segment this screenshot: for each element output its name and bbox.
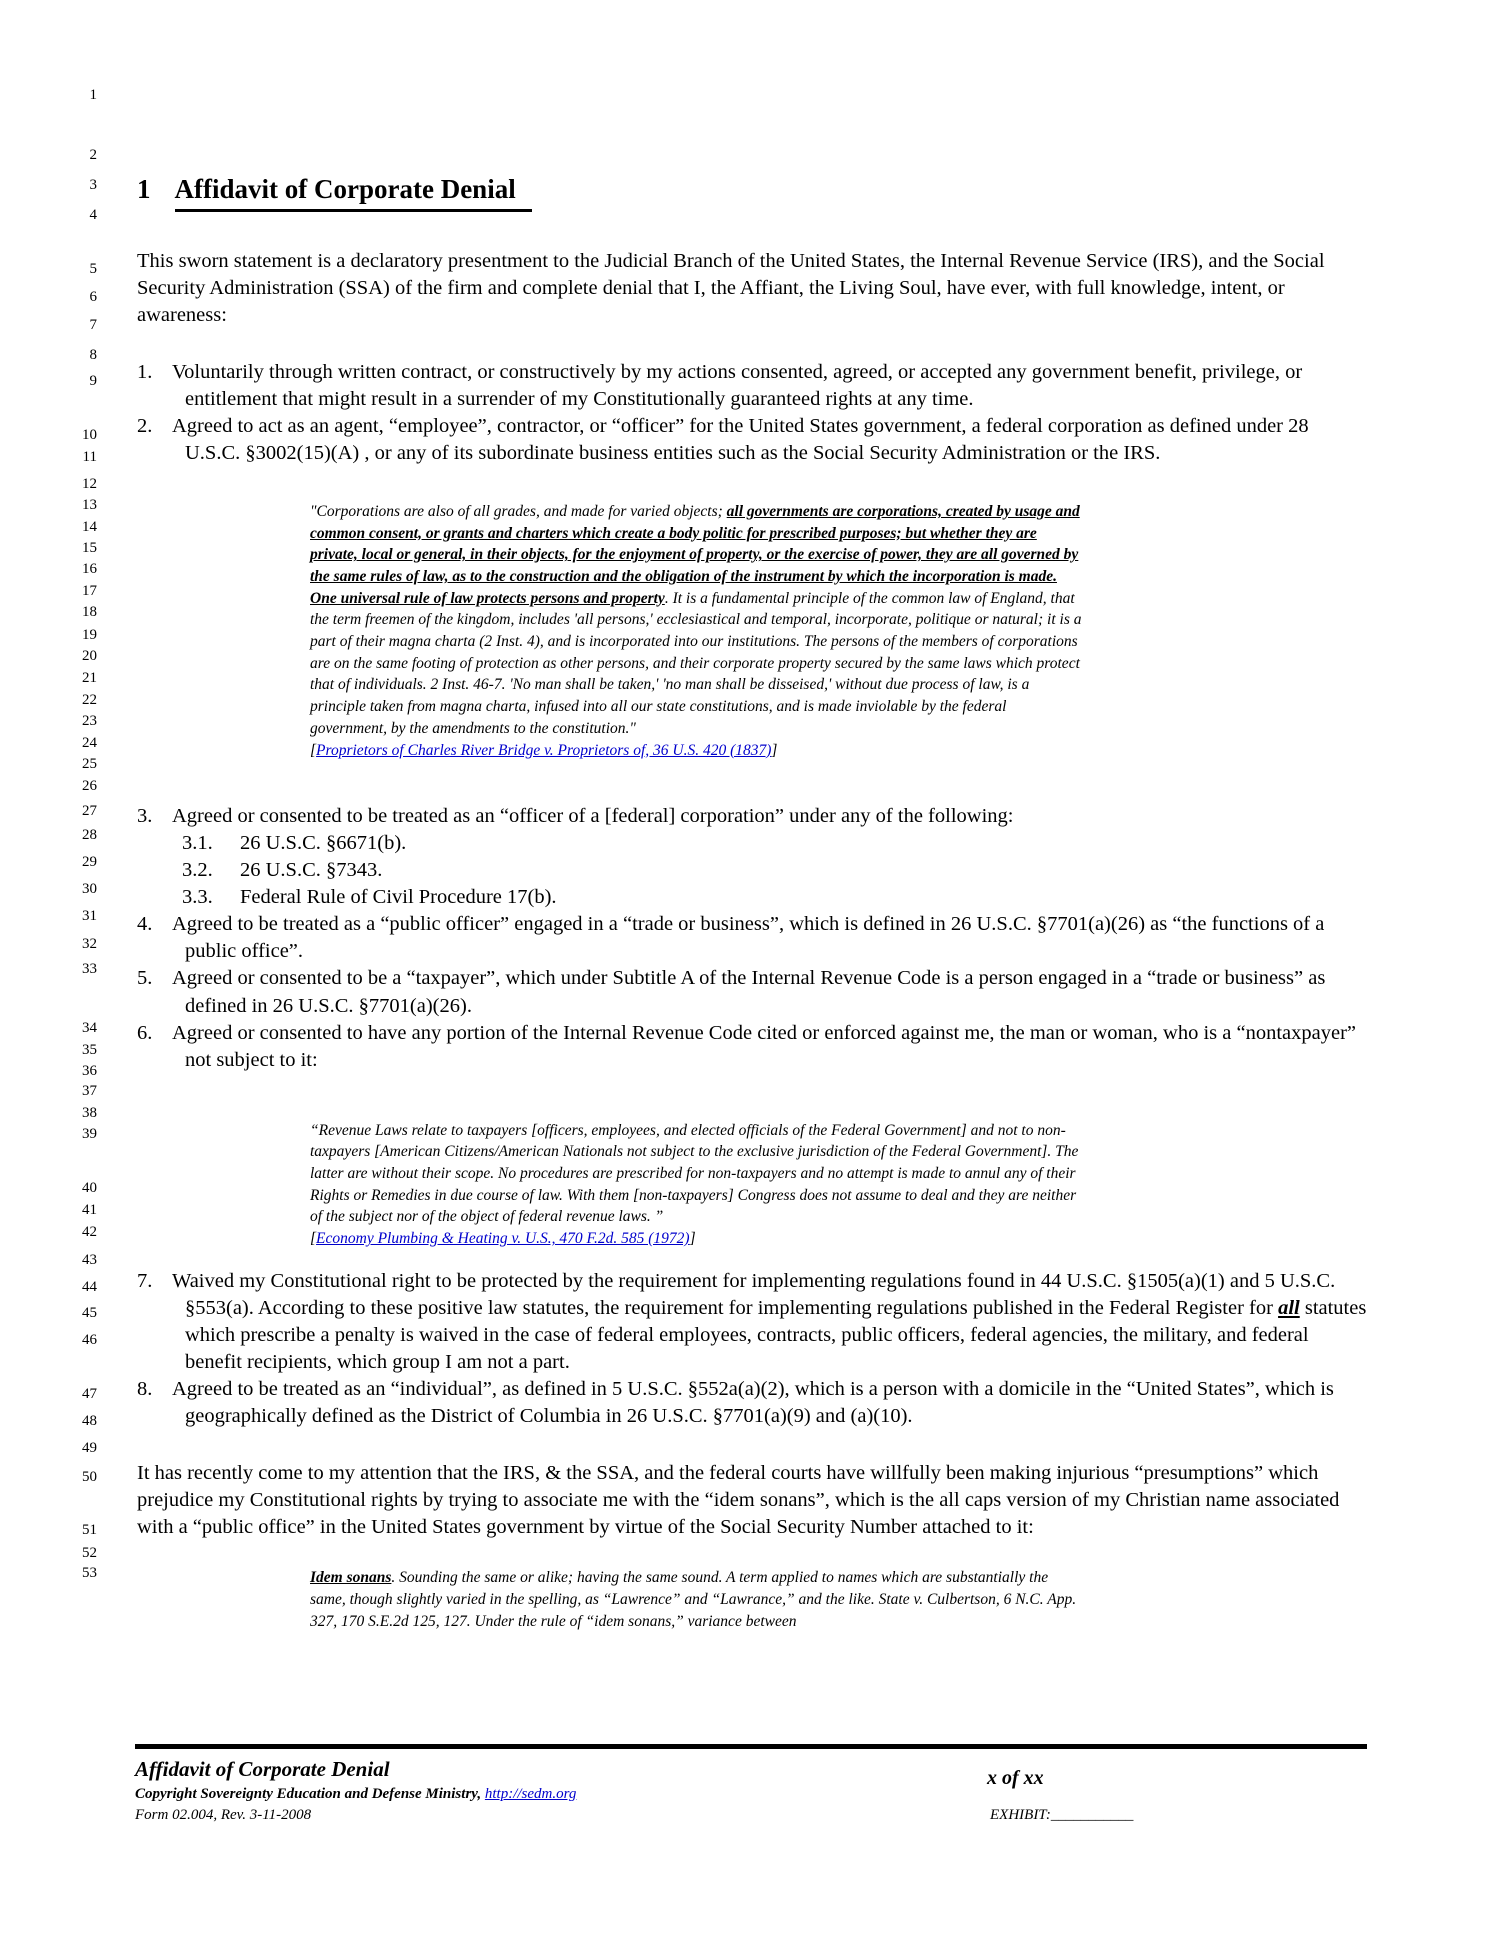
line-number: 43 — [82, 1252, 97, 1268]
item-number: 6. — [137, 1021, 153, 1044]
line-number: 34 — [82, 1020, 97, 1036]
heading-title: Affidavit of Corporate Denial — [175, 172, 532, 212]
footer-exhibit: EXHIBIT:___________ — [990, 1807, 1134, 1823]
line-number: 19 — [82, 627, 97, 643]
line-number: 18 — [82, 604, 97, 620]
text-segment: [ — [310, 1230, 317, 1248]
citation-link-economy-plumbing[interactable]: Economy Plumbing & Heating v. U.S., 470 F.2d. 585 (1972) — [316, 1230, 690, 1248]
line-number: 47 — [82, 1386, 97, 1402]
line-number: 21 — [82, 670, 97, 686]
item-number: 5. — [137, 967, 153, 990]
line-number: 41 — [82, 1202, 97, 1218]
line-number: 17 — [82, 583, 97, 599]
item-text — [172, 911, 1367, 965]
line-number: 15 — [82, 540, 97, 556]
line-number: 20 — [82, 648, 97, 664]
line-number: 33 — [82, 961, 97, 977]
heading-number: 1 — [137, 174, 151, 204]
text-segment: Copyright Sovereignty Education and Defense Ministry, — [135, 1786, 485, 1802]
footer-row-title — [135, 1757, 1367, 1789]
line-number: 27 — [82, 803, 97, 819]
line-number: 5 — [89, 261, 97, 277]
text-segment: “Revenue Laws relate to taxpayers [officers, employees, and elected officials of the Federal Government] and not to non-taxpayers [American Citizens/American Nationals not subject to the exclusive jurisdiction of the Federal Government]. The latter are without their scope. No procedures are prescribed for non-taxpayers and no attempt is made to annul any of their Rights or Remedies in due course of law. With them [non-taxpayers] Congress does not assume to deal and they are neither of the subject nor of the object of federal revenue laws. ” — [310, 1121, 1079, 1226]
footer-copyright — [135, 1786, 1367, 1803]
line-number: 39 — [82, 1126, 97, 1142]
text-segment: Waived my Constitutional right to be protected by the requirement for implementing regulations found in 44 U.S.C. §1505(a)(1) and 5 U.S.C. §553(a). According to these positive law statutes, the requirement for implementing regulations published in the Federal Register for — [172, 1269, 1336, 1319]
item-number: 7. — [137, 1269, 153, 1292]
text-segment: . Sounding the same or alike; having the same sound. A term applied to names which are substantially the same, though slightly varied in the spelling, as “Lawrence” and “Lawrance,” and the like. State v. Culbertson, 6 N.C. App. 327, 170 S.E.2d 125, 127. Under the rule of “idem sonans,” variance between — [310, 1569, 1077, 1630]
line-number: 36 — [82, 1063, 97, 1079]
line-number: 31 — [82, 908, 97, 924]
line-number: 6 — [89, 289, 97, 305]
sub-item-text: 26 U.S.C. §7343. — [240, 859, 383, 882]
citation — [310, 740, 1082, 762]
line-number: 2 — [89, 147, 97, 163]
line-number: 48 — [82, 1413, 97, 1429]
text-segment: Agreed or consented to have any portion of the Internal Revenue Code cited or enforced against me, the man or woman, who is a “nontaxpayer” not subject to it: — [172, 1021, 1357, 1071]
sub-item-3-2 — [182, 857, 1367, 884]
line-number: 22 — [82, 692, 97, 708]
citation — [310, 1228, 1082, 1250]
line-number: 11 — [82, 449, 97, 465]
quote-text — [310, 501, 1082, 740]
line-number: 23 — [82, 713, 97, 729]
text-segment: Agreed to be treated as a “public officer” engaged in a “trade or business”, which is defined in 26 U.S.C. §7701(a)(26) as “the functions of a public office”. — [172, 913, 1325, 963]
line-number-column — [0, 0, 97, 1941]
item-number: 2. — [137, 414, 153, 437]
line-number: 30 — [82, 881, 97, 897]
document-content — [137, 0, 1367, 1632]
item-number: 8. — [137, 1377, 153, 1400]
sub-item-3-3 — [182, 884, 1367, 911]
footer — [135, 1744, 1367, 1824]
item-text — [172, 1376, 1367, 1430]
text-segment: "Corporations are also of all grades, and made for varied objects; — [310, 502, 727, 520]
item-text — [172, 1020, 1367, 1074]
text-segment: ] — [689, 1230, 696, 1248]
sub-item-3-1 — [182, 830, 1367, 857]
item-number: 4. — [137, 913, 153, 936]
line-number: 13 — [82, 497, 97, 513]
line-number: 12 — [82, 476, 97, 492]
line-number: 40 — [82, 1180, 97, 1196]
sub-item-text: Federal Rule of Civil Procedure 17(b). — [240, 886, 557, 909]
item-number: 1. — [137, 360, 153, 383]
line-number: 8 — [89, 347, 97, 363]
line-number: 9 — [89, 373, 97, 389]
line-number: 44 — [82, 1279, 97, 1295]
sub-item-number: 3.3. — [182, 886, 213, 909]
line-number: 37 — [82, 1083, 97, 1099]
sedm-link[interactable]: http://sedm.org — [484, 1786, 577, 1802]
text-segment: [ — [310, 741, 317, 759]
line-number: 35 — [82, 1042, 97, 1058]
text-segment: ] — [771, 741, 778, 759]
item-text — [172, 413, 1367, 467]
footer-row-form — [135, 1807, 1367, 1824]
item-text — [172, 965, 1367, 1019]
line-number: 3 — [89, 177, 97, 193]
line-number: 53 — [82, 1565, 97, 1581]
line-number: 16 — [82, 561, 97, 577]
line-number: 24 — [82, 735, 97, 751]
line-number: 38 — [82, 1105, 97, 1121]
item-number: 3. — [137, 805, 153, 828]
item-text — [172, 359, 1367, 413]
line-number: 51 — [82, 1522, 97, 1538]
footer-page-number: x of xx — [987, 1767, 1044, 1789]
line-number: 45 — [82, 1305, 97, 1321]
line-number: 29 — [82, 854, 97, 870]
text-segment: Voluntarily through written contract, or constructively by my actions consented, agreed, or accepted any government benefit, privilege, or entitlement that might result in a surrender of my Constitutionally guaranteed rights at any time. — [172, 360, 1303, 410]
list-item-5 — [137, 965, 1367, 1019]
quote-text — [310, 1120, 1082, 1228]
line-number: 42 — [82, 1224, 97, 1240]
closing-paragraph: It has recently come to my attention that the IRS, & the SSA, and the federal courts have willfully been making injurious “presumptions” which prejudice my Constitutional rights by trying to associate me with the “idem sonans”, which is the all caps version of my Christian name associated with a “public office” in the United States government by virtue of the Social Security Number attached to it: — [137, 1462, 1340, 1539]
line-number: 14 — [82, 519, 97, 535]
footer-form-number: Form 02.004, Rev. 3-11-2008 — [135, 1807, 312, 1823]
line-number: 46 — [82, 1332, 97, 1348]
item-text — [172, 803, 1367, 830]
list-item-7 — [137, 1268, 1367, 1376]
text-segment: Idem sonans — [310, 1569, 392, 1587]
list-item-2 — [137, 413, 1367, 467]
quote-text — [310, 1567, 1082, 1632]
line-number: 26 — [82, 778, 97, 794]
intro-paragraph: This sworn statement is a declaratory presentment to the Judicial Branch of the United States, the Internal Revenue Service (IRS), and the Social Security Administration (SSA) of the firm and complete denial that I, the Affiant, the Living Soul, have ever, with full knowledge, intent, or awareness: — [137, 249, 1325, 326]
line-number: 32 — [82, 936, 97, 952]
document-heading — [137, 172, 1367, 212]
line-number: 4 — [89, 207, 97, 223]
item-text — [172, 1268, 1367, 1376]
line-number: 25 — [82, 756, 97, 772]
sub-item-number: 3.1. — [182, 832, 213, 855]
blockquote-idem-sonans — [310, 1567, 1082, 1632]
line-number: 7 — [89, 317, 97, 333]
text-segment: all governments are corporations, created by usage and common consent, or grants and charters which create a body politic for prescribed purposes; but whether they are private, local or general, in their objects, for the enjoyment of property, or the exercise of power, they are all governed by the same rules of law, as to the construction and the obligation of the instrument by which the incorporation is made. One universal rule of law protects persons and property — [310, 502, 1080, 607]
text-segment: Agreed to act as an agent, “employee”, contractor, or “officer” for the United States government, a federal corporation as defined under 28 U.S.C. §3002(15)(A) , or any of its subordinate business entities such as the Social Security Administration or the IRS. — [172, 414, 1309, 464]
text-segment: all — [1278, 1296, 1300, 1319]
text-segment: Agreed or consented to be treated as an “officer of a [federal] corporation” under any of the following: — [172, 805, 1014, 828]
line-number: 49 — [82, 1440, 97, 1456]
line-number: 1 — [89, 87, 97, 103]
list-item-4 — [137, 911, 1367, 965]
text-segment: Agreed to be treated as an “individual”, as defined in 5 U.S.C. §552a(a)(2), which is a person with a domicile in the “United States”, which is geographically defined as the District of Columbia in 26 U.S.C. §7701(a)(9) and (a)(10). — [172, 1377, 1334, 1428]
sub-item-text: 26 U.S.C. §6671(b). — [240, 832, 407, 855]
line-number: 28 — [82, 827, 97, 843]
sub-item-number: 3.2. — [182, 859, 213, 882]
blockquote-corporations — [310, 501, 1082, 761]
citation-link-charles-river[interactable]: Proprietors of Charles River Bridge v. Proprietors of, 36 U.S. 420 (1837) — [316, 741, 772, 759]
text-segment: statutes which prescribe a penalty is waived in the case of federal employees, contracts, public officers, federal agencies, the military, and federal benefit recipients, which group I am not a part. — [185, 1296, 1367, 1373]
footer-title: Affidavit of Corporate Denial — [135, 1757, 390, 1781]
line-number: 10 — [82, 427, 97, 443]
text-segment: . It is a fundamental principle of the common law of England, that the term freemen of the kingdom, includes 'all persons,' ecclesiastical and temporal, incorporate, politique or natural; it is a part of their magna charta (2 Inst. 4), and is incorporated into our institutions. The persons of the members of corporations are on the same footing of protection as other persons, and their corporate property secured by the same laws which protect that of individuals. 2 Inst. 46-7. 'No man shall be taken,' 'no man shall be disseised,' without due process of law, is a principle taken from magna charta, infused into all our state constitutions, and is made inviolable by the federal government, by the amendments to the constitution." — [310, 589, 1082, 737]
list-item-6 — [137, 1020, 1367, 1074]
list-item-1 — [137, 359, 1367, 413]
text-segment: Agreed or consented to be a “taxpayer”, which under Subtitle A of the Internal Revenue Code is a person engaged in a “trade or business” as defined in 26 U.S.C. §7701(a)(26). — [172, 967, 1326, 1017]
list-item-8 — [137, 1376, 1367, 1430]
blockquote-revenue-laws — [310, 1120, 1082, 1250]
list-item-3 — [137, 803, 1367, 830]
line-number: 52 — [82, 1545, 97, 1561]
line-number: 50 — [82, 1469, 97, 1485]
